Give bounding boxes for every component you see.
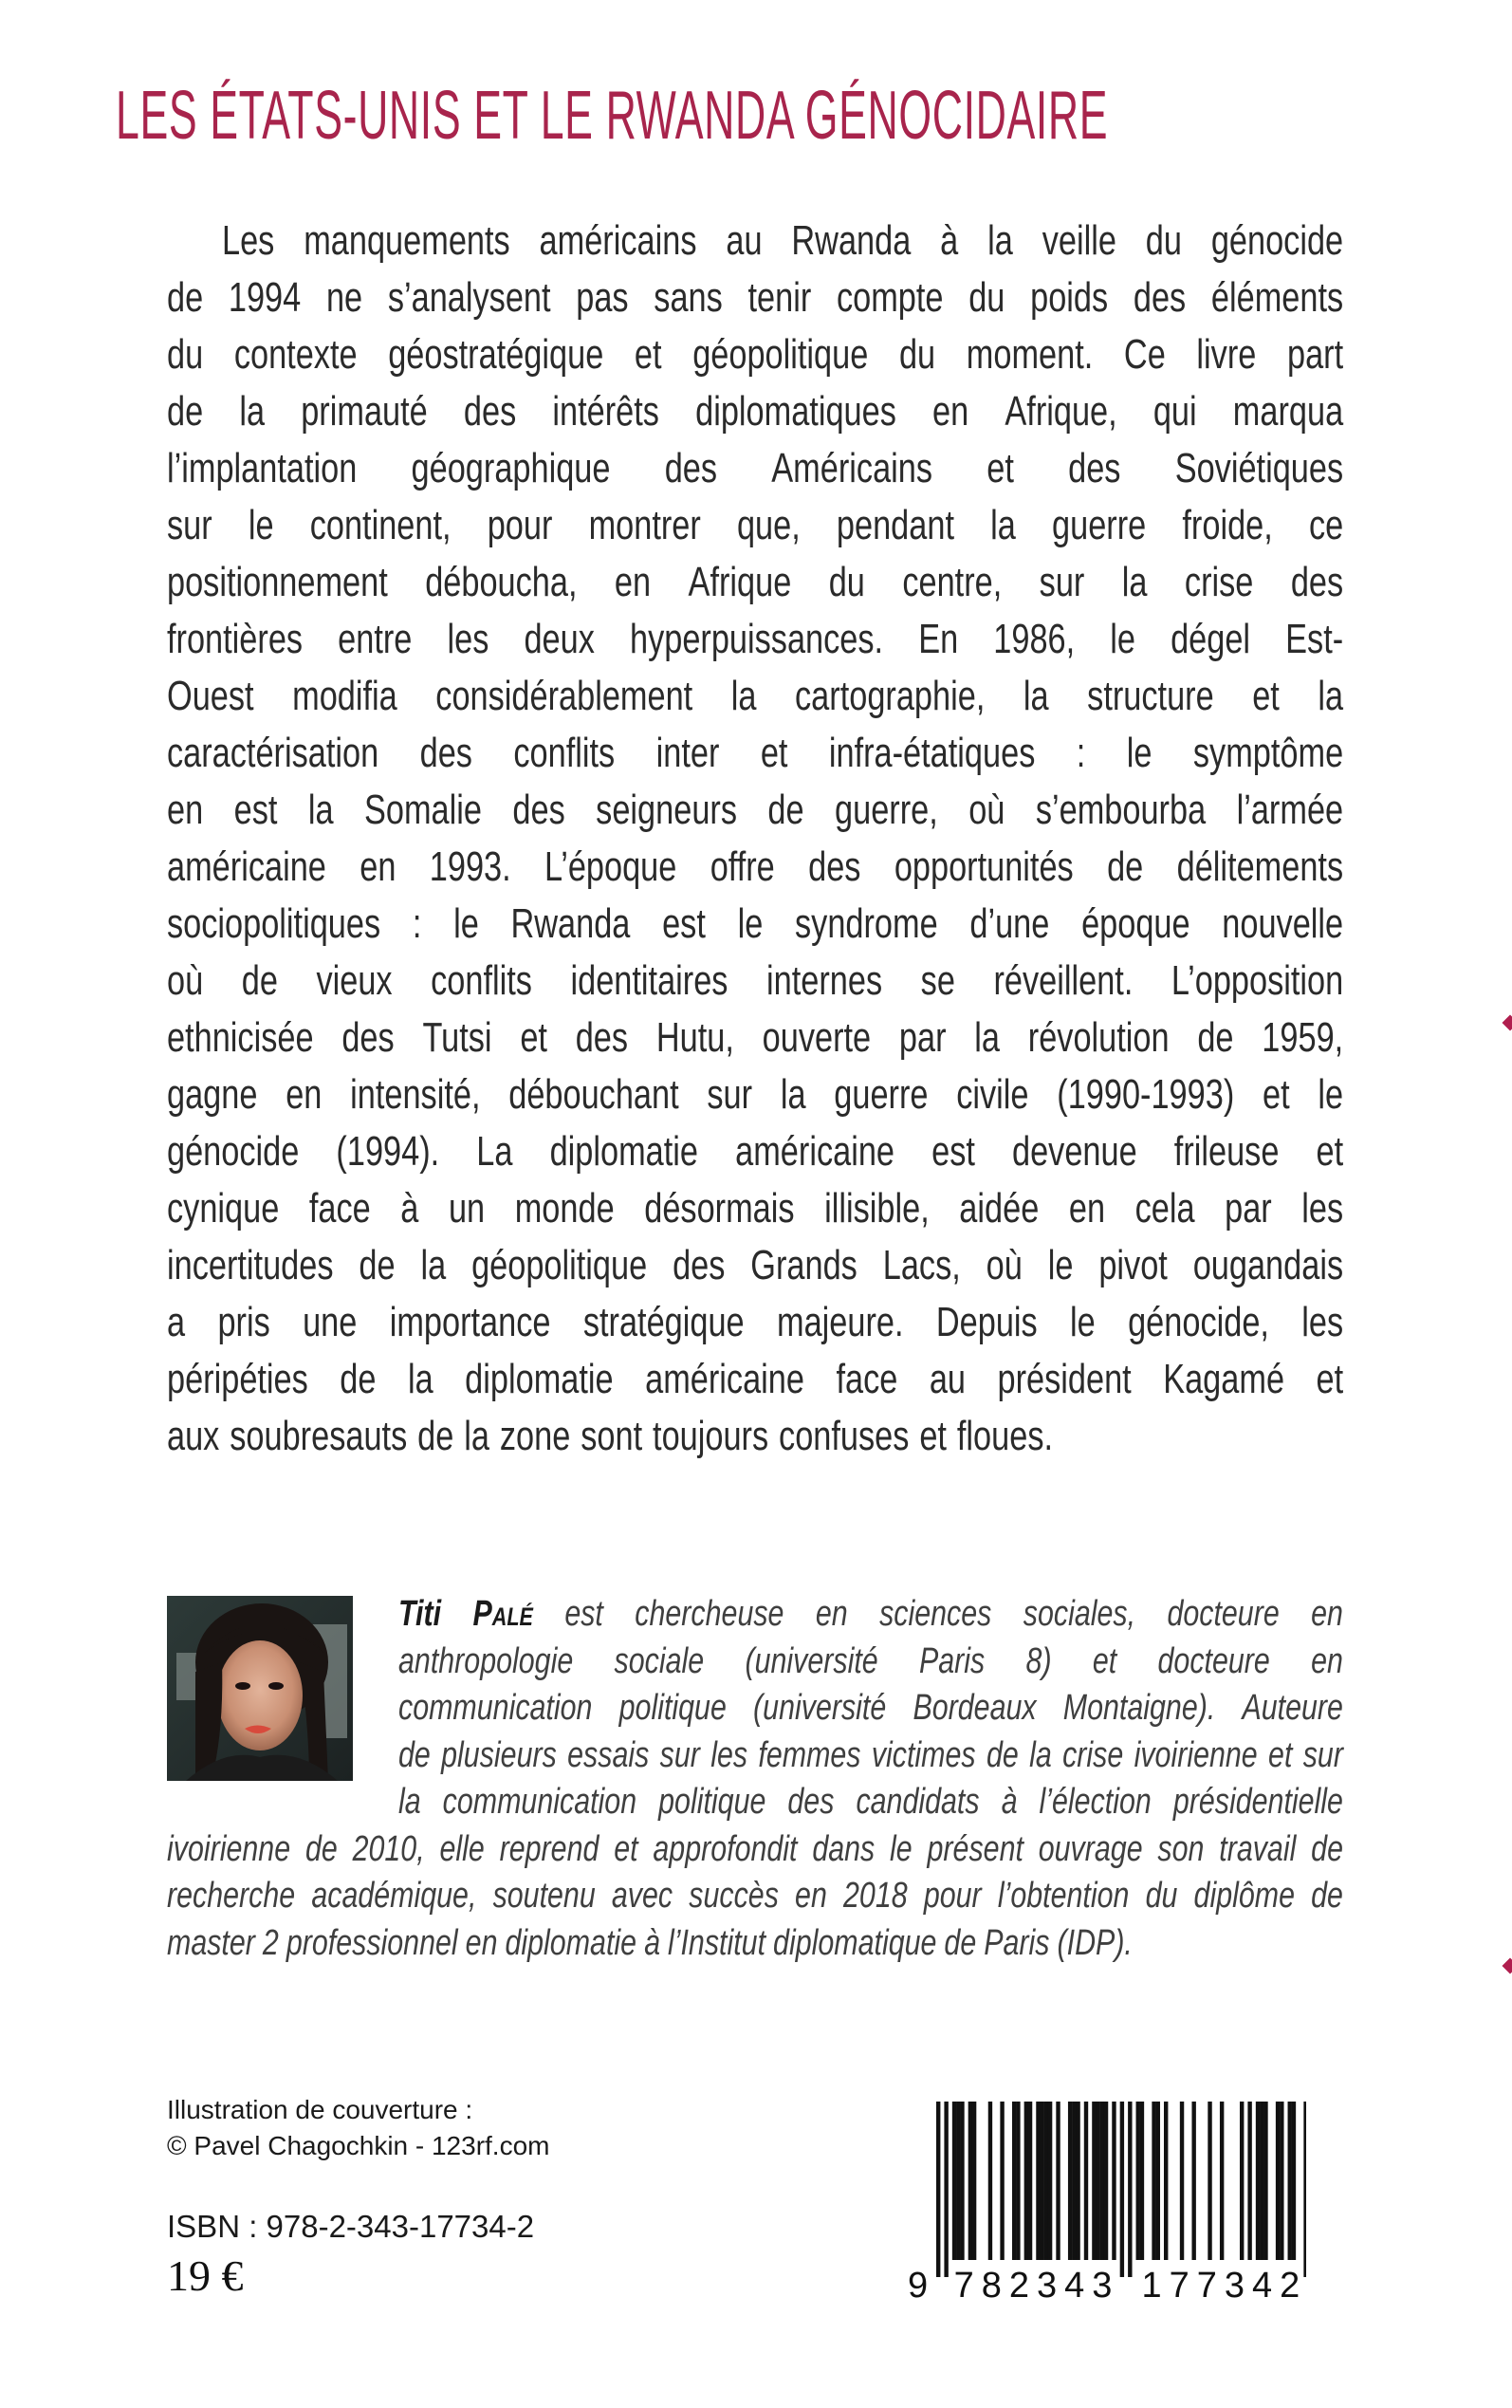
- barcode-bar: [1112, 2102, 1116, 2260]
- barcode-bar: [1040, 2102, 1043, 2260]
- barcode-bar: [1260, 2102, 1263, 2260]
- summary-line: péripéties de la diplomatie américaine face au président Kagamé et: [167, 1356, 1344, 1402]
- barcode-bar: [1036, 2102, 1040, 2260]
- barcode-bar: [1044, 2102, 1048, 2260]
- summary-line: où de vieux conflits identitaires internes se réveillent. L’opposition: [167, 957, 1344, 1004]
- barcode-bar: [1084, 2102, 1088, 2260]
- barcode-bar: [960, 2102, 964, 2260]
- summary-line: sociopolitiques : le Rwanda est le syndrome d’une époque nouvelle: [167, 900, 1344, 947]
- summary-line: en est la Somalie des seigneurs de guerre, où s’embourba l’armée: [167, 787, 1344, 833]
- summary-line: Les manquements américains au Rwanda à la veille du génocide: [222, 217, 1344, 264]
- summary-line: frontières entre les deux hyperpuissances. En 1986, le dégel Est-: [167, 616, 1344, 662]
- barcode-bar: [1092, 2102, 1096, 2260]
- barcode: [908, 2102, 1300, 2301]
- barcode-bar: [1152, 2102, 1155, 2260]
- barcode-bar: [1028, 2102, 1032, 2260]
- barcode-bar: [1220, 2102, 1224, 2260]
- bio-line: la communication politique des candidats à l’élection présidentielle: [398, 1782, 1343, 1822]
- bio-line: anthropologie sociale (université Paris 8) et docteure en: [398, 1640, 1343, 1681]
- summary-line: a pris une importance stratégique majeure. Depuis le génocide, les: [167, 1299, 1344, 1345]
- author-last-name: Palé: [472, 1594, 533, 1634]
- price: 19 €: [167, 2251, 244, 2300]
- summary-line: du contexte géostratégique et géopolitique du moment. Ce livre part: [167, 331, 1344, 378]
- cover-credits: [167, 2092, 549, 2164]
- barcode-bar: [972, 2102, 976, 2260]
- barcode-bar: [1000, 2102, 1004, 2260]
- barcode-bar: [988, 2102, 992, 2260]
- barcode-bar: [1208, 2102, 1211, 2260]
- summary-line: cynique face à un monde désormais illisible, aidée en cela par les: [167, 1185, 1344, 1232]
- illustration-credit: © Pavel Chagochkin - 123rf.com: [167, 2131, 550, 2160]
- summary-line: aux soubresauts de la zone sont toujours confuses et floues.: [167, 1413, 1054, 1459]
- summary-line: ethnicisée des Tutsi et des Hutu, ouverte par la révolution de 1959,: [167, 1014, 1344, 1061]
- barcode-bar: [1136, 2102, 1140, 2260]
- barcode-bar: [1068, 2102, 1072, 2260]
- summary-line: de la primauté des intérêts diplomatiques en Afrique, qui marqua: [167, 388, 1344, 435]
- bio-line: de plusieurs essais sur les femmes victimes de la crise ivoirienne et sur: [398, 1734, 1343, 1775]
- barcode-bar: [1024, 2102, 1028, 2260]
- barcode-bar: [1303, 2102, 1306, 2277]
- summary-line: positionnement déboucha, en Afrique du centre, sur la crise des: [167, 559, 1344, 605]
- barcode-bar: [968, 2102, 972, 2260]
- author-photo: [167, 1596, 353, 1781]
- barcode-bar: [1276, 2102, 1280, 2260]
- barcode-bar: [936, 2102, 940, 2277]
- barcode-bar: [1100, 2102, 1104, 2260]
- barcode-bar: [1191, 2102, 1195, 2260]
- bio-line: communication politique (université Bordeaux Montaigne). Auteure: [398, 1688, 1343, 1728]
- barcode-bar: [1016, 2102, 1020, 2260]
- barcode-bar: [1256, 2102, 1260, 2260]
- barcode-bar: [956, 2102, 960, 2260]
- barcode-bar: [1280, 2102, 1283, 2260]
- barcode-digits: 1 7 7 3 4 2: [1141, 2266, 1300, 2301]
- barcode-bar: [1288, 2102, 1292, 2260]
- barcode-bar: [1128, 2102, 1132, 2277]
- trim-mark: [1503, 1015, 1512, 1031]
- summary-line: américaine en 1993. L’époque offre des opportunités de délitements: [167, 843, 1344, 890]
- trim-mark: [1503, 1958, 1512, 1974]
- summary-line: caractérisation des conflits inter et infra-étatiques : le symptôme: [167, 730, 1344, 776]
- barcode-bar: [1072, 2102, 1076, 2260]
- isbn: ISBN : 978-2-343-17734-2: [167, 2209, 535, 2244]
- bio-line: recherche académique, soutenu avec succès en 2018 pour l’obtention du diplôme de: [167, 1876, 1343, 1916]
- barcode-bar: [1096, 2102, 1099, 2260]
- barcode-bar: [1247, 2102, 1251, 2260]
- barcode-bar: [1120, 2102, 1124, 2277]
- author-portrait-image: [167, 1596, 353, 1781]
- bio-line: ivoirienne de 2010, elle reprend et approfondit dans le présent ouvrage son travail de: [167, 1828, 1343, 1869]
- summary-line: génocide (1994). La diplomatie américaine est devenue frileuse et: [167, 1128, 1344, 1175]
- barcode-bar: [1104, 2102, 1108, 2260]
- barcode-bar: [1056, 2102, 1060, 2260]
- author-first-name: Titi: [398, 1594, 442, 1634]
- illustration-label: Illustration de couverture :: [167, 2095, 473, 2124]
- barcode-bar: [952, 2102, 956, 2260]
- summary-text: [167, 216, 1343, 1469]
- bio-line: Titi Palé est chercheuse en sciences sociales, docteure en: [398, 1594, 1343, 1634]
- bio-line: master 2 professionnel en diplomatie à l’Institut diplomatique de Paris (IDP).: [167, 1922, 1133, 1963]
- summary-line: de 1994 ne s’analysent pas sans tenir compte du poids des éléments: [167, 274, 1344, 321]
- barcode-bar: [1140, 2102, 1144, 2260]
- barcode-bar: [1263, 2102, 1267, 2260]
- barcode-digits: 7 8 2 3 4 3: [953, 2266, 1113, 2301]
- barcode-bar: [1292, 2102, 1296, 2260]
- barcode-bar: [1180, 2102, 1184, 2260]
- summary-line: gagne en intensité, débouchant sur la guerre civile (1990-1993) et le: [167, 1071, 1344, 1118]
- barcode-bar: [1048, 2102, 1052, 2260]
- barcode-bar: [944, 2102, 948, 2277]
- barcode-bar: [1012, 2102, 1016, 2260]
- barcode-bar: [1164, 2102, 1168, 2260]
- book-title: LES ÉTATS-UNIS ET LE RWANDA GÉNOCIDAIRE: [116, 78, 1109, 154]
- barcode-bar: [1076, 2102, 1079, 2260]
- ean13-barcode: [908, 2102, 1306, 2301]
- barcode-bar: [1156, 2102, 1160, 2260]
- summary-line: l’implantation géographique des Américains et des Soviétiques: [167, 445, 1344, 491]
- summary-line: sur le continent, pour montrer que, pendant la guerre froide, ce: [167, 502, 1344, 548]
- summary-line: Ouest modifia considérablement la cartographie, la structure et la: [167, 673, 1344, 719]
- summary-line: incertitudes de la géopolitique des Grands Lacs, où le pivot ougandais: [167, 1242, 1344, 1288]
- barcode-bar: [1240, 2102, 1244, 2260]
- barcode-digits: 9: [908, 2266, 929, 2301]
